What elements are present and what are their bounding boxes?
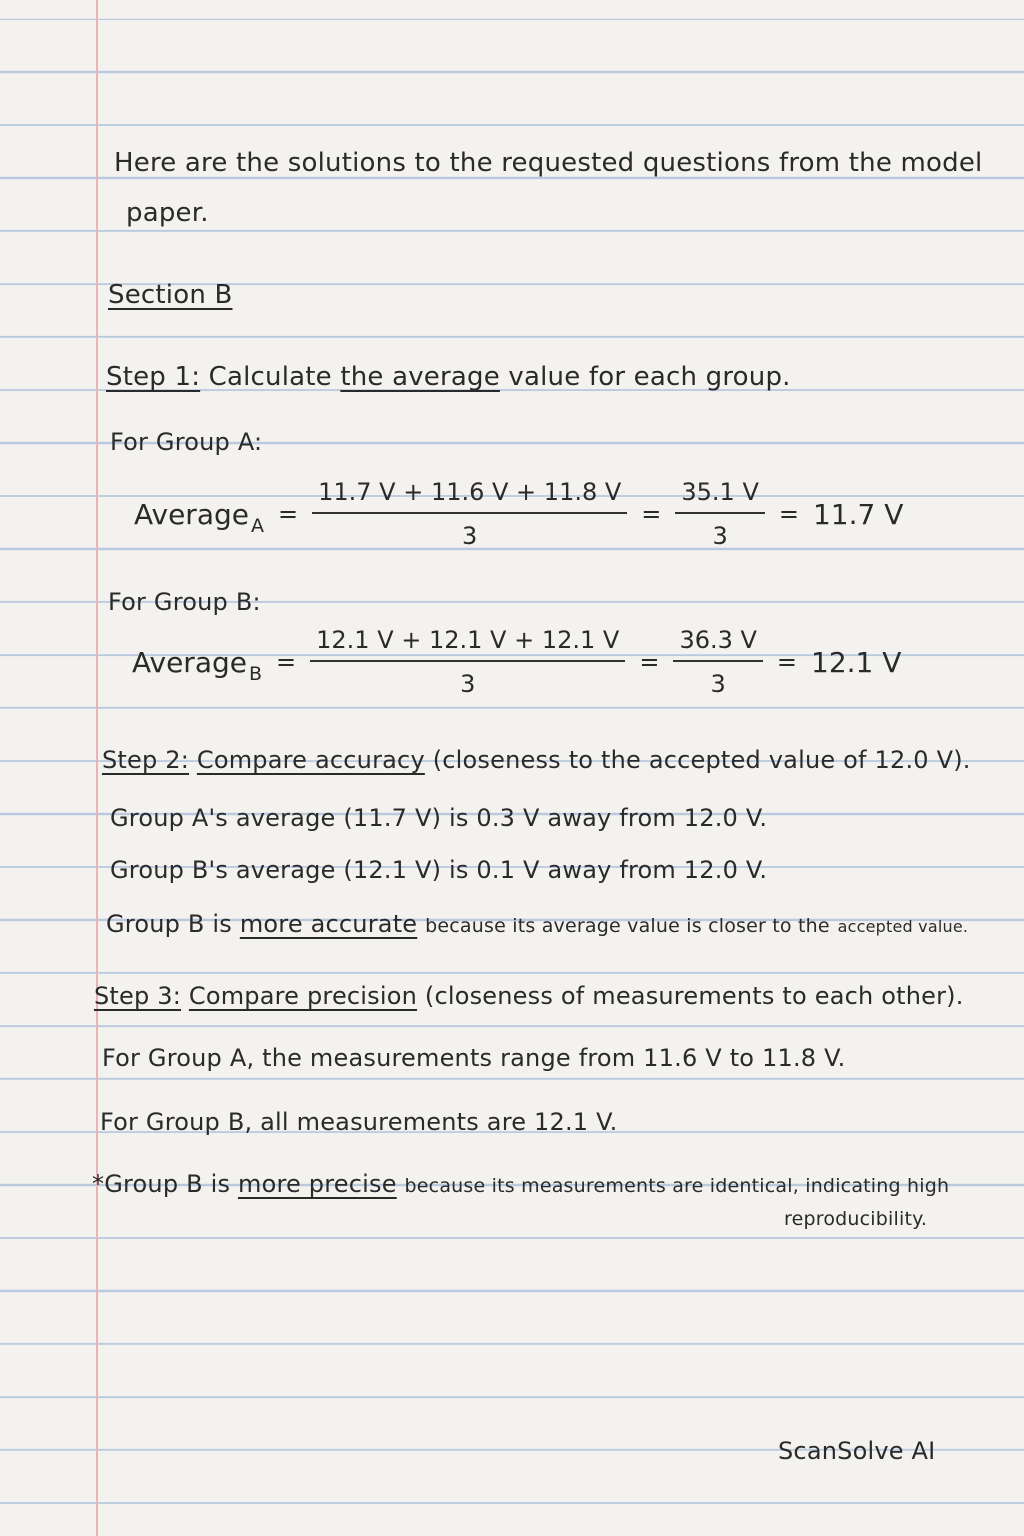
- equals-sign: =: [639, 648, 660, 676]
- step3-concl-d: reproducibility.: [784, 1208, 928, 1230]
- step3-title-b: (closeness of measurements to each other).: [424, 982, 964, 1010]
- step1-title-c: value for each group.: [508, 362, 791, 392]
- step2-concl-c: because its average value is closer to the: [425, 915, 830, 937]
- group-b-heading: For Group B:: [108, 588, 261, 616]
- step3-conclusion: [92, 1170, 949, 1198]
- fraction-numerator: 12.1 V + 12.1 V + 12.1 V: [310, 626, 625, 662]
- fraction-numerator: 11.7 V + 11.6 V + 11.8 V: [312, 478, 627, 514]
- group-b-equation: [132, 626, 901, 698]
- step3-concl-a: *Group B is: [92, 1170, 231, 1198]
- equals-sign: =: [778, 500, 799, 528]
- step2-line-2: Group B's average (12.1 V) is 0.1 V away from 12.0 V.: [110, 856, 768, 884]
- step2-concl-b: more accurate: [239, 910, 418, 938]
- average-label: Average: [132, 645, 247, 679]
- fraction-denominator: 3: [712, 522, 728, 550]
- step2-line-1: Group A's average (11.7 V) is 0.3 V away from 12.0 V.: [110, 804, 768, 832]
- step2-label: Step 2:: [102, 746, 190, 774]
- step2-title-b: (closeness to the accepted value of 12.0 V).: [432, 746, 971, 774]
- equals-sign: =: [276, 648, 297, 676]
- step1-title-a: Calculate: [208, 362, 332, 392]
- step2-title: [102, 746, 971, 774]
- step1-title-b: the average: [340, 362, 500, 392]
- step3-concl-c: because its measurements are identical, indicating high: [404, 1175, 950, 1197]
- intro-line-2: paper.: [126, 198, 209, 228]
- step3-concl-b: more precise: [238, 1170, 397, 1198]
- fraction-denominator: 3: [710, 670, 726, 698]
- equation-result: 12.1 V: [811, 645, 902, 679]
- equals-sign: =: [641, 500, 662, 528]
- average-subscript: B: [248, 663, 263, 685]
- step2-conclusion: [106, 910, 968, 938]
- total-fraction: [675, 478, 764, 550]
- total-fraction: [673, 626, 762, 698]
- group-a-heading: For Group A:: [110, 428, 263, 456]
- step1-label: Step 1:: [106, 362, 201, 392]
- step2-concl-a: Group B is: [106, 910, 232, 938]
- step1-title: [106, 362, 791, 392]
- fraction-numerator: 36.3 V: [673, 626, 762, 662]
- notebook-margin-line: [96, 0, 98, 1536]
- equals-sign: =: [776, 648, 798, 676]
- step3-title: [94, 982, 964, 1010]
- step3-line-1: For Group A, the measurements range from 11.6 V to 11.8 V.: [102, 1044, 846, 1072]
- fraction-denominator: 3: [462, 522, 478, 550]
- step2-title-a: Compare accuracy: [196, 746, 425, 774]
- fraction-numerator: 35.1 V: [675, 478, 764, 514]
- sum-fraction: [312, 478, 627, 550]
- section-title: Section B: [108, 280, 233, 310]
- average-subscript: A: [250, 515, 264, 537]
- step3-line-2: For Group B, all measurements are 12.1 V.: [100, 1108, 618, 1136]
- equation-result: 11.7 V: [812, 497, 904, 531]
- sum-fraction: [310, 626, 625, 698]
- intro-line-1: Here are the solutions to the requested questions from the model: [114, 148, 983, 178]
- equals-sign: =: [277, 500, 299, 528]
- step2-concl-d: accepted value.: [837, 917, 969, 936]
- step3-title-a: Compare precision: [188, 982, 418, 1010]
- scansolve-signature: ScanSolve AI: [778, 1437, 936, 1465]
- fraction-denominator: 3: [460, 670, 476, 698]
- group-a-equation: [134, 478, 903, 550]
- average-label: Average: [134, 497, 249, 531]
- step3-label: Step 3:: [94, 982, 182, 1010]
